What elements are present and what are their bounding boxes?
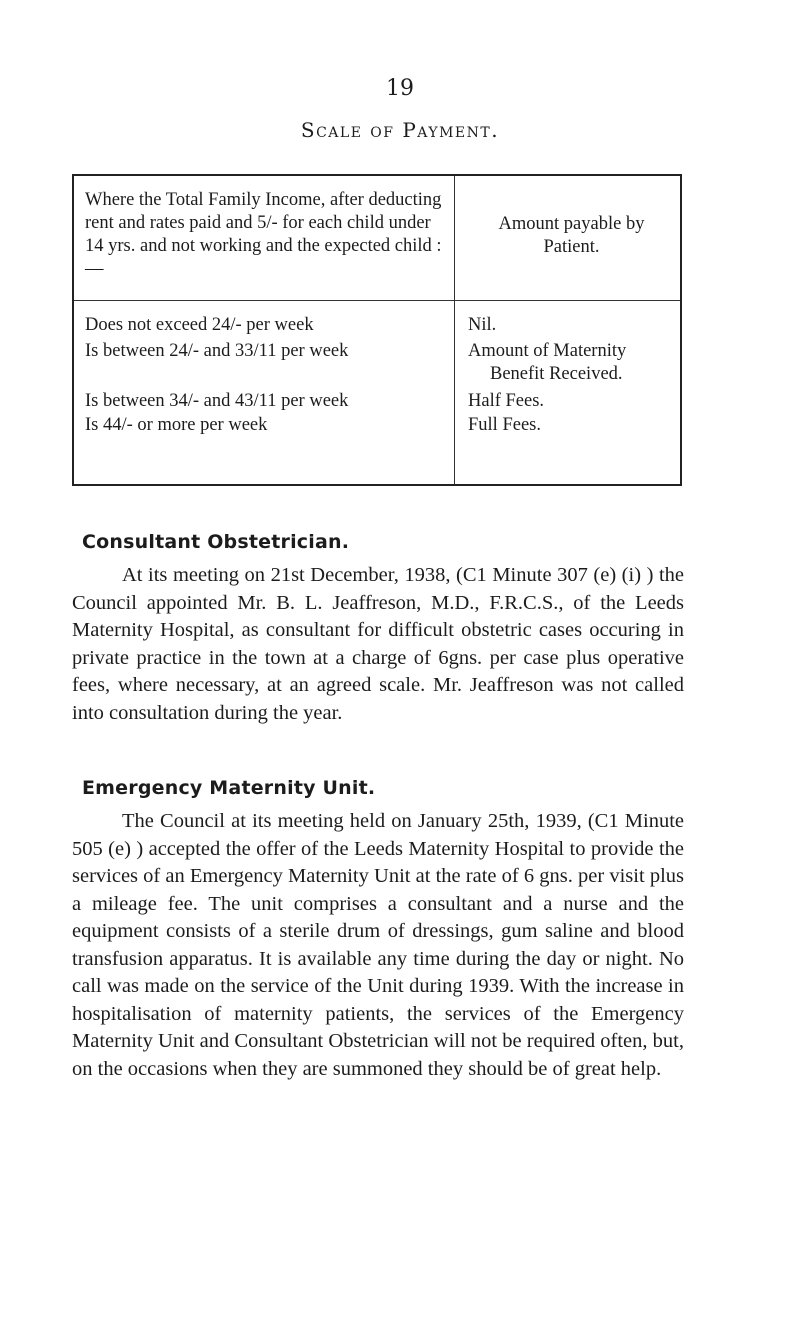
- table-header-income: Where the Total Family Income, after deducting rent and rates paid and 5/- for each child under 14 yrs. and not working and the expected child :—: [85, 190, 442, 279]
- row-income: Is between 34/- and 43/11 per week: [85, 391, 349, 411]
- payment-scale-table: [72, 174, 682, 486]
- row-income: Does not exceed 24/- per week: [85, 315, 314, 335]
- section-title-emergency-unit: Emergency Maternity Unit.: [82, 777, 376, 799]
- row-amount-group: [468, 340, 683, 386]
- row-income: Is between 24/- and 33/11 per week: [85, 341, 349, 361]
- table-column-divider: [454, 176, 455, 484]
- page-number: 19: [386, 76, 414, 101]
- paragraph-consultant: At its meeting on 21st December, 1938, (C1 Minute 307 (e) (i) ) the Council appointed Mr. B. L. Jeaffreson, M.D., F.R.C.S., of the Leeds Maternity Hospital, as consultant for difficult obstetric cases occuring in private practice in the town at a charge of 6gns. per case plus operative fees, where necessary, at an agreed scale. Mr. Jeaffreson was not called into consultation during the year.: [72, 564, 684, 724]
- row-amount: Full Fees.: [468, 415, 541, 435]
- row-amount: Nil.: [468, 315, 497, 335]
- table-header-divider: [74, 300, 680, 301]
- table-header-amount: Amount payable by Patient.: [498, 214, 645, 257]
- row-amount: Half Fees.: [468, 391, 545, 411]
- page-heading: Scale of Payment.: [300, 118, 500, 142]
- row-amount-continued: Benefit Received.: [490, 364, 623, 384]
- row-income: Is 44/- or more per week: [85, 415, 268, 435]
- section-title-consultant: Consultant Obstetrician.: [82, 531, 350, 553]
- row-amount: Amount of Maternity: [468, 341, 627, 361]
- paragraph-emergency-unit: The Council at its meeting held on January 25th, 1939, (C1 Minute 505 (e) ) accepted the offer of the Leeds Maternity Hospital to provide the services of an Emergency Maternity Unit at the rate of 6 gns. per visit plus a mileage fee. The unit comprises a consultant and a nurse and the equipment consists of a sterile drum of dressings, gum saline and blood transfusion apparatus. It is available any time during the day or night. No call was made on the service of the Unit during 1939. With the increase in hospitalisation of maternity patients, the services of the Emergency Maternity Unit and Consultant Obstetrician will not be required often, but, on the occasions when they are summoned they should be of great help.: [72, 810, 684, 1080]
